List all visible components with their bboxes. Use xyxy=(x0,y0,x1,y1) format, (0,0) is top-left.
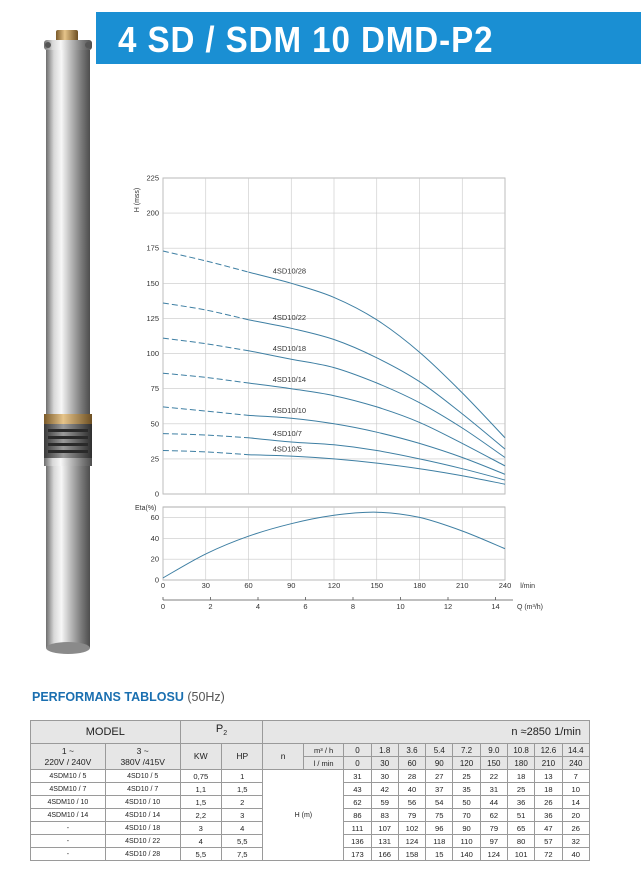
hp-cell: 3 xyxy=(222,809,263,822)
head-value-cell: 40 xyxy=(398,783,425,796)
eta-tick-label: 0 xyxy=(154,575,159,585)
model-1ph-cell: - xyxy=(31,835,106,848)
x-tick-lmin: 30 xyxy=(201,581,210,590)
flow-m3h-cell: 1.8 xyxy=(371,744,398,757)
model-3ph-cell: 4SD10 / 5 xyxy=(105,770,180,783)
hp-cell: 5,5 xyxy=(222,835,263,848)
single-phase-header: 1 ~ 220V / 240V xyxy=(31,744,106,770)
x-tick-lmin: 180 xyxy=(413,581,426,590)
flow-lmin-cell: 0 xyxy=(344,757,371,770)
flow-m3h-cell: 10.8 xyxy=(507,744,534,757)
head-value-cell: 18 xyxy=(535,783,562,796)
head-value-cell: 54 xyxy=(426,796,453,809)
flow-m3h-cell: 14.4 xyxy=(562,744,589,757)
head-value-cell: 44 xyxy=(480,796,507,809)
model-3ph-cell: 4SD10 / 7 xyxy=(105,783,180,796)
y-tick-label: 50 xyxy=(150,419,159,429)
performance-chart xyxy=(130,170,600,615)
hp-cell: 7,5 xyxy=(222,848,263,861)
head-value-cell: 31 xyxy=(344,770,371,783)
x-axis-label-m3h: Q (m³/h) xyxy=(516,604,543,611)
series-label-4SD10/5: 4SD10/5 xyxy=(272,444,302,454)
head-value-cell: 124 xyxy=(398,835,425,848)
head-value-cell: 31 xyxy=(480,783,507,796)
head-value-cell: 22 xyxy=(480,770,507,783)
head-value-cell: 36 xyxy=(535,809,562,822)
head-value-cell: 79 xyxy=(398,809,425,822)
head-value-cell: 62 xyxy=(344,796,371,809)
eta-tick-label: 40 xyxy=(150,533,159,543)
series-label-4SD10/14: 4SD10/14 xyxy=(272,374,307,384)
head-grid xyxy=(163,178,505,494)
x-axis-label-lmin: l/min xyxy=(520,583,535,590)
y-tick-label: 200 xyxy=(146,208,159,218)
head-value-cell: 90 xyxy=(453,822,480,835)
head-value-cell: 96 xyxy=(426,822,453,835)
head-value-cell: 42 xyxy=(371,783,398,796)
head-value-cell: 20 xyxy=(562,809,589,822)
head-value-cell: 62 xyxy=(480,809,507,822)
hp-header: HP xyxy=(222,744,263,770)
head-value-cell: 136 xyxy=(344,835,371,848)
series-label-4SD10/18: 4SD10/18 xyxy=(272,343,307,353)
eta-axis-label: Eta(%) xyxy=(135,505,157,512)
model-1ph-cell: 4SDM10 / 7 xyxy=(31,783,106,796)
y-tick-label: 175 xyxy=(146,243,159,253)
head-value-cell: 80 xyxy=(507,835,534,848)
head-value-cell: 14 xyxy=(562,796,589,809)
table-title-text: PERFORMANS TABLOSU xyxy=(32,690,184,704)
kw-cell: 5,5 xyxy=(180,848,221,861)
head-value-cell: 18 xyxy=(507,770,534,783)
model-1ph-cell: 4SDM10 / 10 xyxy=(31,796,106,809)
head-value-cell: 35 xyxy=(453,783,480,796)
series-label-4SD10/7: 4SD10/7 xyxy=(272,428,302,438)
kw-cell: 2,2 xyxy=(180,809,221,822)
model-3ph-cell: 4SD10 / 22 xyxy=(105,835,180,848)
x-tick-m3h: 10 xyxy=(396,602,405,611)
head-value-cell: 118 xyxy=(426,835,453,848)
head-value-cell: 83 xyxy=(371,809,398,822)
head-value-cell: 13 xyxy=(535,770,562,783)
flow-lmin-cell: 90 xyxy=(426,757,453,770)
model-3ph-cell: 4SD10 / 14 xyxy=(105,809,180,822)
y-tick-label: 100 xyxy=(146,349,159,359)
y-tick-label: 25 xyxy=(150,454,159,464)
head-value-cell: 75 xyxy=(426,809,453,822)
kw-cell: 0,75 xyxy=(180,770,221,783)
table-header-row xyxy=(31,721,590,744)
x-tick-lmin: 150 xyxy=(370,581,384,590)
model-1ph-cell: - xyxy=(31,848,106,861)
head-value-cell: 140 xyxy=(453,848,480,861)
flow-m3h-cell: 0 xyxy=(344,744,371,757)
head-value-cell: 50 xyxy=(453,796,480,809)
head-value-cell: 40 xyxy=(562,848,589,861)
kw-cell: 4 xyxy=(180,835,221,848)
head-value-cell: 59 xyxy=(371,796,398,809)
flow-m3h-cell: 9.0 xyxy=(480,744,507,757)
head-value-cell: 25 xyxy=(507,783,534,796)
table-title xyxy=(32,690,225,704)
x-tick-m3h: 4 xyxy=(255,602,261,611)
model-3ph-cell: 4SD10 / 18 xyxy=(105,822,180,835)
model-1ph-cell: - xyxy=(31,822,106,835)
head-value-cell: 65 xyxy=(507,822,534,835)
hp-cell: 1,5 xyxy=(222,783,263,796)
x-tick-lmin: 240 xyxy=(498,581,512,590)
head-value-cell: 79 xyxy=(480,822,507,835)
head-value-cell: 56 xyxy=(398,796,425,809)
table-frequency: (50Hz) xyxy=(187,690,225,704)
head-value-cell: 86 xyxy=(344,809,371,822)
head-value-cell: 97 xyxy=(480,835,507,848)
flow-lmin-cell: 120 xyxy=(453,757,480,770)
unit-m3h: m³ / h xyxy=(303,744,343,757)
flow-m3h-cell: 12.6 xyxy=(535,744,562,757)
x-tick-lmin: 0 xyxy=(160,581,166,590)
hp-cell: 4 xyxy=(222,822,263,835)
series-label-4SD10/28: 4SD10/28 xyxy=(272,266,307,276)
head-value-cell: 131 xyxy=(371,835,398,848)
head-value-cell: 107 xyxy=(371,822,398,835)
flow-lmin-cell: 150 xyxy=(480,757,507,770)
y-axis-label: H (mss) xyxy=(134,187,141,213)
page-title: 4 SD / SDM 10 DMD-P2 xyxy=(118,19,494,60)
x-tick-m3h: 0 xyxy=(160,602,166,611)
head-value-cell: 173 xyxy=(344,848,371,861)
flow-m3h-cell: 3.6 xyxy=(398,744,425,757)
model-3ph-cell: 4SD10 / 10 xyxy=(105,796,180,809)
head-value-cell: 15 xyxy=(426,848,453,861)
head-value-cell: 36 xyxy=(507,796,534,809)
speed-header: n ≈2850 1/min xyxy=(263,721,590,744)
head-value-cell: 27 xyxy=(426,770,453,783)
flow-lmin-cell: 60 xyxy=(398,757,425,770)
table-row xyxy=(31,770,590,783)
performance-table xyxy=(30,720,590,861)
model-1ph-cell: 4SDM10 / 5 xyxy=(31,770,106,783)
y-tick-label: 0 xyxy=(154,489,159,499)
kw-header: KW xyxy=(180,744,221,770)
y-tick-label: 150 xyxy=(146,278,159,288)
x-tick-lmin: 90 xyxy=(287,581,296,590)
head-value-cell: 101 xyxy=(507,848,534,861)
p2-header: $P_2$ xyxy=(180,721,263,744)
kw-cell: 1,5 xyxy=(180,796,221,809)
flow-lmin-cell: 180 xyxy=(507,757,534,770)
head-value-cell: 32 xyxy=(562,835,589,848)
head-value-cell: 102 xyxy=(398,822,425,835)
head-value-cell: 43 xyxy=(344,783,371,796)
head-value-cell: 28 xyxy=(398,770,425,783)
eta-tick-label: 20 xyxy=(150,554,159,564)
flow-lmin-cell: 30 xyxy=(371,757,398,770)
head-value-cell: 47 xyxy=(535,822,562,835)
head-value-cell: 10 xyxy=(562,783,589,796)
kw-cell: 1,1 xyxy=(180,783,221,796)
head-value-cell: 166 xyxy=(371,848,398,861)
head-value-cell: 57 xyxy=(535,835,562,848)
y-tick-label: 225 xyxy=(146,173,159,183)
series-label-4SD10/10: 4SD10/10 xyxy=(272,405,307,415)
series-label-4SD10/22: 4SD10/22 xyxy=(272,313,307,323)
head-value-cell: 51 xyxy=(507,809,534,822)
x-tick-lmin: 60 xyxy=(244,581,253,590)
head-value-cell: 70 xyxy=(453,809,480,822)
pump-image xyxy=(28,28,108,668)
head-value-cell: 110 xyxy=(453,835,480,848)
unit-lmin: l / min xyxy=(303,757,343,770)
x-tick-m3h: 2 xyxy=(208,602,213,611)
flow-lmin-cell: 240 xyxy=(562,757,589,770)
x-tick-m3h: 8 xyxy=(350,602,356,611)
table-subheader-row xyxy=(31,744,590,757)
n-header: n xyxy=(263,744,303,770)
x-tick-m3h: 12 xyxy=(443,602,453,611)
head-value-cell: 26 xyxy=(562,822,589,835)
x-tick-m3h: 14 xyxy=(491,602,500,611)
x-tick-lmin: 210 xyxy=(455,581,469,590)
hp-cell: 2 xyxy=(222,796,263,809)
model-header: MODEL xyxy=(31,721,181,744)
head-value-cell: 25 xyxy=(453,770,480,783)
flow-lmin-cell: 210 xyxy=(535,757,562,770)
model-3ph-cell: 4SD10 / 28 xyxy=(105,848,180,861)
head-value-cell: 7 xyxy=(562,770,589,783)
head-value-cell: 158 xyxy=(398,848,425,861)
y-tick-label: 125 xyxy=(146,313,159,323)
flow-m3h-cell: 5.4 xyxy=(426,744,453,757)
head-value-cell: 26 xyxy=(535,796,562,809)
head-label-cell: H (m) xyxy=(263,770,344,861)
hp-cell: 1 xyxy=(222,770,263,783)
head-value-cell: 124 xyxy=(480,848,507,861)
axis-ticks xyxy=(134,174,543,612)
head-value-cell: 37 xyxy=(426,783,453,796)
x-tick-lmin: 120 xyxy=(327,581,341,590)
eta-tick-label: 60 xyxy=(150,512,159,522)
x-tick-m3h: 6 xyxy=(303,602,308,611)
p2-subscript: 2 xyxy=(223,730,228,738)
head-value-cell: 72 xyxy=(535,848,562,861)
series-labels xyxy=(273,267,306,454)
head-value-cell: 30 xyxy=(371,770,398,783)
three-phase-header: 3 ~ 380V /415V xyxy=(105,744,180,770)
efficiency-grid xyxy=(163,507,505,580)
y-tick-label: 75 xyxy=(150,384,159,394)
model-1ph-cell: 4SDM10 / 14 xyxy=(31,809,106,822)
flow-m3h-cell: 7.2 xyxy=(453,744,480,757)
kw-cell: 3 xyxy=(180,822,221,835)
head-value-cell: 111 xyxy=(344,822,371,835)
